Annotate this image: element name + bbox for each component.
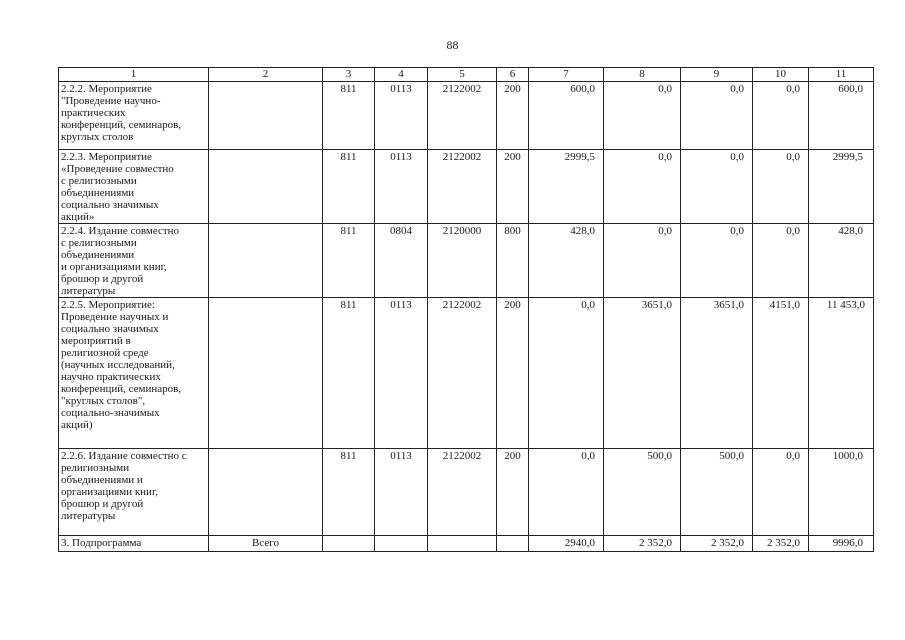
cell — [428, 536, 497, 552]
cell: 2999,5 — [809, 150, 874, 224]
cell: 0,0 — [681, 150, 753, 224]
cell: 0113 — [375, 82, 428, 150]
table-row — [59, 82, 874, 150]
cell: 428,0 — [809, 224, 874, 298]
cell: 500,0 — [604, 449, 681, 536]
cell: 200 — [497, 449, 529, 536]
page-number: 88 — [446, 38, 459, 52]
cell: 2122002 — [428, 150, 497, 224]
cell: 0,0 — [529, 449, 604, 536]
cell: 0,0 — [753, 224, 809, 298]
cell: 2999,5 — [529, 150, 604, 224]
row-description: 3. Подпрограмма — [59, 536, 209, 552]
cell: 428,0 — [529, 224, 604, 298]
cell: 2940,0 — [529, 536, 604, 552]
cell: 811 — [323, 449, 375, 536]
cell: 2122002 — [428, 298, 497, 449]
cell: 0,0 — [529, 298, 604, 449]
column-header: 9 — [681, 68, 753, 82]
table-total-row — [59, 536, 874, 552]
row-description: 2.2.5. Мероприятие: Проведение научных и социально значимых мероприятий в религиозной среде (научных исследований, научно практических конференций, семинаров, "круглых столов", социально-значимых акций) — [59, 298, 209, 449]
cell — [209, 82, 323, 150]
table-row — [59, 298, 874, 449]
column-header: 1 — [59, 68, 209, 82]
row-description: 2.2.4. Издание совместно с религиозными объединениями и организациями книг, брошюр и другой литературы — [59, 224, 209, 298]
cell — [209, 150, 323, 224]
cell: 0113 — [375, 298, 428, 449]
cell: 0,0 — [604, 224, 681, 298]
cell — [323, 536, 375, 552]
table-row — [59, 224, 874, 298]
cell — [209, 449, 323, 536]
cell: 2 352,0 — [604, 536, 681, 552]
cell: 0,0 — [604, 82, 681, 150]
cell: 0,0 — [681, 82, 753, 150]
row-description: 2.2.3. Мероприятие «Проведение совместно с религиозными объединениями социально значимых акций» — [59, 150, 209, 224]
cell: 4151,0 — [753, 298, 809, 449]
column-header: 11 — [809, 68, 874, 82]
cell: 2122002 — [428, 82, 497, 150]
cell: 0113 — [375, 449, 428, 536]
cell: 811 — [323, 82, 375, 150]
cell: 0,0 — [604, 150, 681, 224]
cell: 11 453,0 — [809, 298, 874, 449]
cell: 2 352,0 — [753, 536, 809, 552]
column-header: 8 — [604, 68, 681, 82]
cell: 2122002 — [428, 449, 497, 536]
cell — [209, 298, 323, 449]
cell: 2 352,0 — [681, 536, 753, 552]
cell: 811 — [323, 298, 375, 449]
table-row — [59, 449, 874, 536]
row-description: 2.2.2. Мероприятие "Проведение научно- практических конференций, семинаров, круглых столов — [59, 82, 209, 150]
cell: 3651,0 — [604, 298, 681, 449]
cell: 9996,0 — [809, 536, 874, 552]
cell: 0,0 — [753, 150, 809, 224]
cell: 0,0 — [681, 224, 753, 298]
cell: 200 — [497, 298, 529, 449]
cell — [209, 224, 323, 298]
column-header: 7 — [529, 68, 604, 82]
table-header-row — [59, 68, 874, 82]
column-header: 3 — [323, 68, 375, 82]
column-header: 4 — [375, 68, 428, 82]
cell: Всего — [209, 536, 323, 552]
cell: 200 — [497, 82, 529, 150]
cell: 0113 — [375, 150, 428, 224]
cell — [375, 536, 428, 552]
column-header: 10 — [753, 68, 809, 82]
cell: 0804 — [375, 224, 428, 298]
budget-table — [58, 67, 874, 552]
cell: 200 — [497, 150, 529, 224]
row-description: 2.2.6. Издание совместно с религиозными объединениями и организациями книг, брошюр и другой литературы — [59, 449, 209, 536]
column-header: 5 — [428, 68, 497, 82]
cell: 811 — [323, 224, 375, 298]
cell — [497, 536, 529, 552]
cell: 1000,0 — [809, 449, 874, 536]
cell: 811 — [323, 150, 375, 224]
cell: 3651,0 — [681, 298, 753, 449]
column-header: 2 — [209, 68, 323, 82]
cell: 600,0 — [529, 82, 604, 150]
cell: 2120000 — [428, 224, 497, 298]
cell: 600,0 — [809, 82, 874, 150]
cell: 0,0 — [753, 449, 809, 536]
table-row — [59, 150, 874, 224]
column-header: 6 — [497, 68, 529, 82]
cell: 500,0 — [681, 449, 753, 536]
cell: 0,0 — [753, 82, 809, 150]
cell: 800 — [497, 224, 529, 298]
